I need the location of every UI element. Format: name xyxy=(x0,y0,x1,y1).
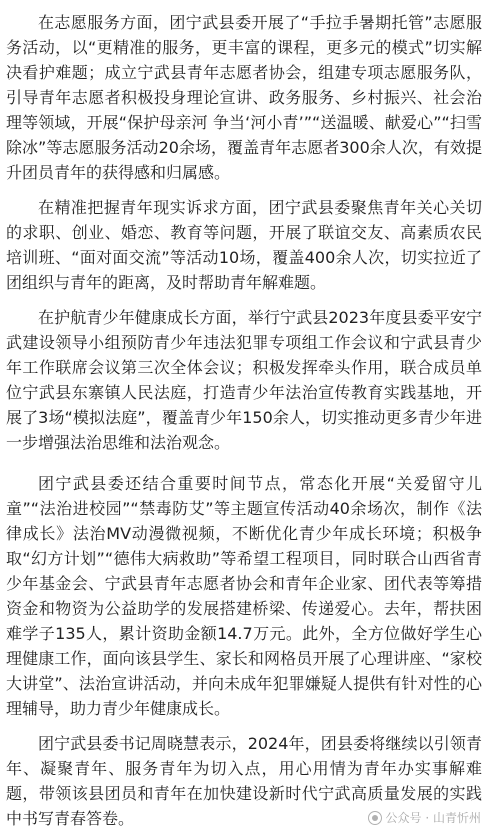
paragraph-youth-demands: 在精准把握青年现实诉求方面，团宁武县委聚焦青年关心关切的求职、创业、婚恋、教育等问题，开展了联谊交友、高素质农民培训班、“面对面交流”等活动10场，覆盖400余人次，切实拉近了团组织与青年的距离，及时帮助青年解难题。 xyxy=(6,198,482,292)
account-logo-icon xyxy=(368,811,382,825)
paragraph-youth-protection: 在护航青少年健康成长方面，举行宁武县2023年度县委平安宁武建设领导小组预防青少年违法犯罪专项组工作会议和宁武县青少年工作联席会议第三次全体会议；积极发挥牵头作用，联合成员单位宁武县东寨镇人民法庭，打造青少年法治宣传教育实践基地，开展了3场“模拟法庭”，覆盖青少年150余人，切实推动更多青少年进一步增强法治思维和法治观念。 xyxy=(6,308,482,452)
wechat-account-watermark xyxy=(364,809,485,827)
watermark-text: 公众号 · 山青忻州 xyxy=(385,811,481,825)
paragraph-key-events: 团宁武县委还结合重要时间节点，常态化开展“关爱留守儿童”“法治进校园”“禁毒防艾”等主题宣传活动40余场次，制作《法律成长》法治MV动漫微视频，不断优化青少年成长环境；积极争取“幻方计划”“德伟大病救助”等希望工程项目，同时联合山西省青少年基金会、宁武县青年志愿者协会和青年企业家、团代表等筹措资金和物资为公益助学的发展搭建桥梁、传递爱心。去年，帮扶困难学子135人，累计资助金额14.7万元。此外，全方位做好学生心理健康工作，面向该县学生、家长和网格员开展了心理讲座、“家校大讲堂”、法治宣讲活动，并向未成年犯罪嫌疑人提供有针对性的心理辅导，助力青少年健康成长。 xyxy=(6,474,482,718)
article-body xyxy=(6,10,482,831)
paragraph-secretary-statement: 团宁武县委书记周晓慧表示，2024年，团县委将继续以引领青年、凝聚青年、服务青年为切入点，用心用情为青年办实事解难题，带领该县团员和青年在加快建设新时代宁武高质量发展的实践中书写青春答卷。 xyxy=(6,734,482,828)
paragraph-volunteer-service: 在志愿服务方面，团宁武县委开展了“手拉手暑期托管”志愿服务活动，以“更精准的服务，更丰富的课程，更多元的模式”切实解决看护难题；成立宁武县青年志愿者协会，组建专项志愿服务队，引导青年志愿者积极投身理论宣讲、政务服务、乡村振兴、社会治理等领域，开展“保护母亲河 争当‘河小青’”“送温暖、献爱心”“扫雪除冰”等志愿服务活动20余场，覆盖青年志愿者300余人次，有效提升团员青年的获得感和归属感。 xyxy=(6,13,482,182)
